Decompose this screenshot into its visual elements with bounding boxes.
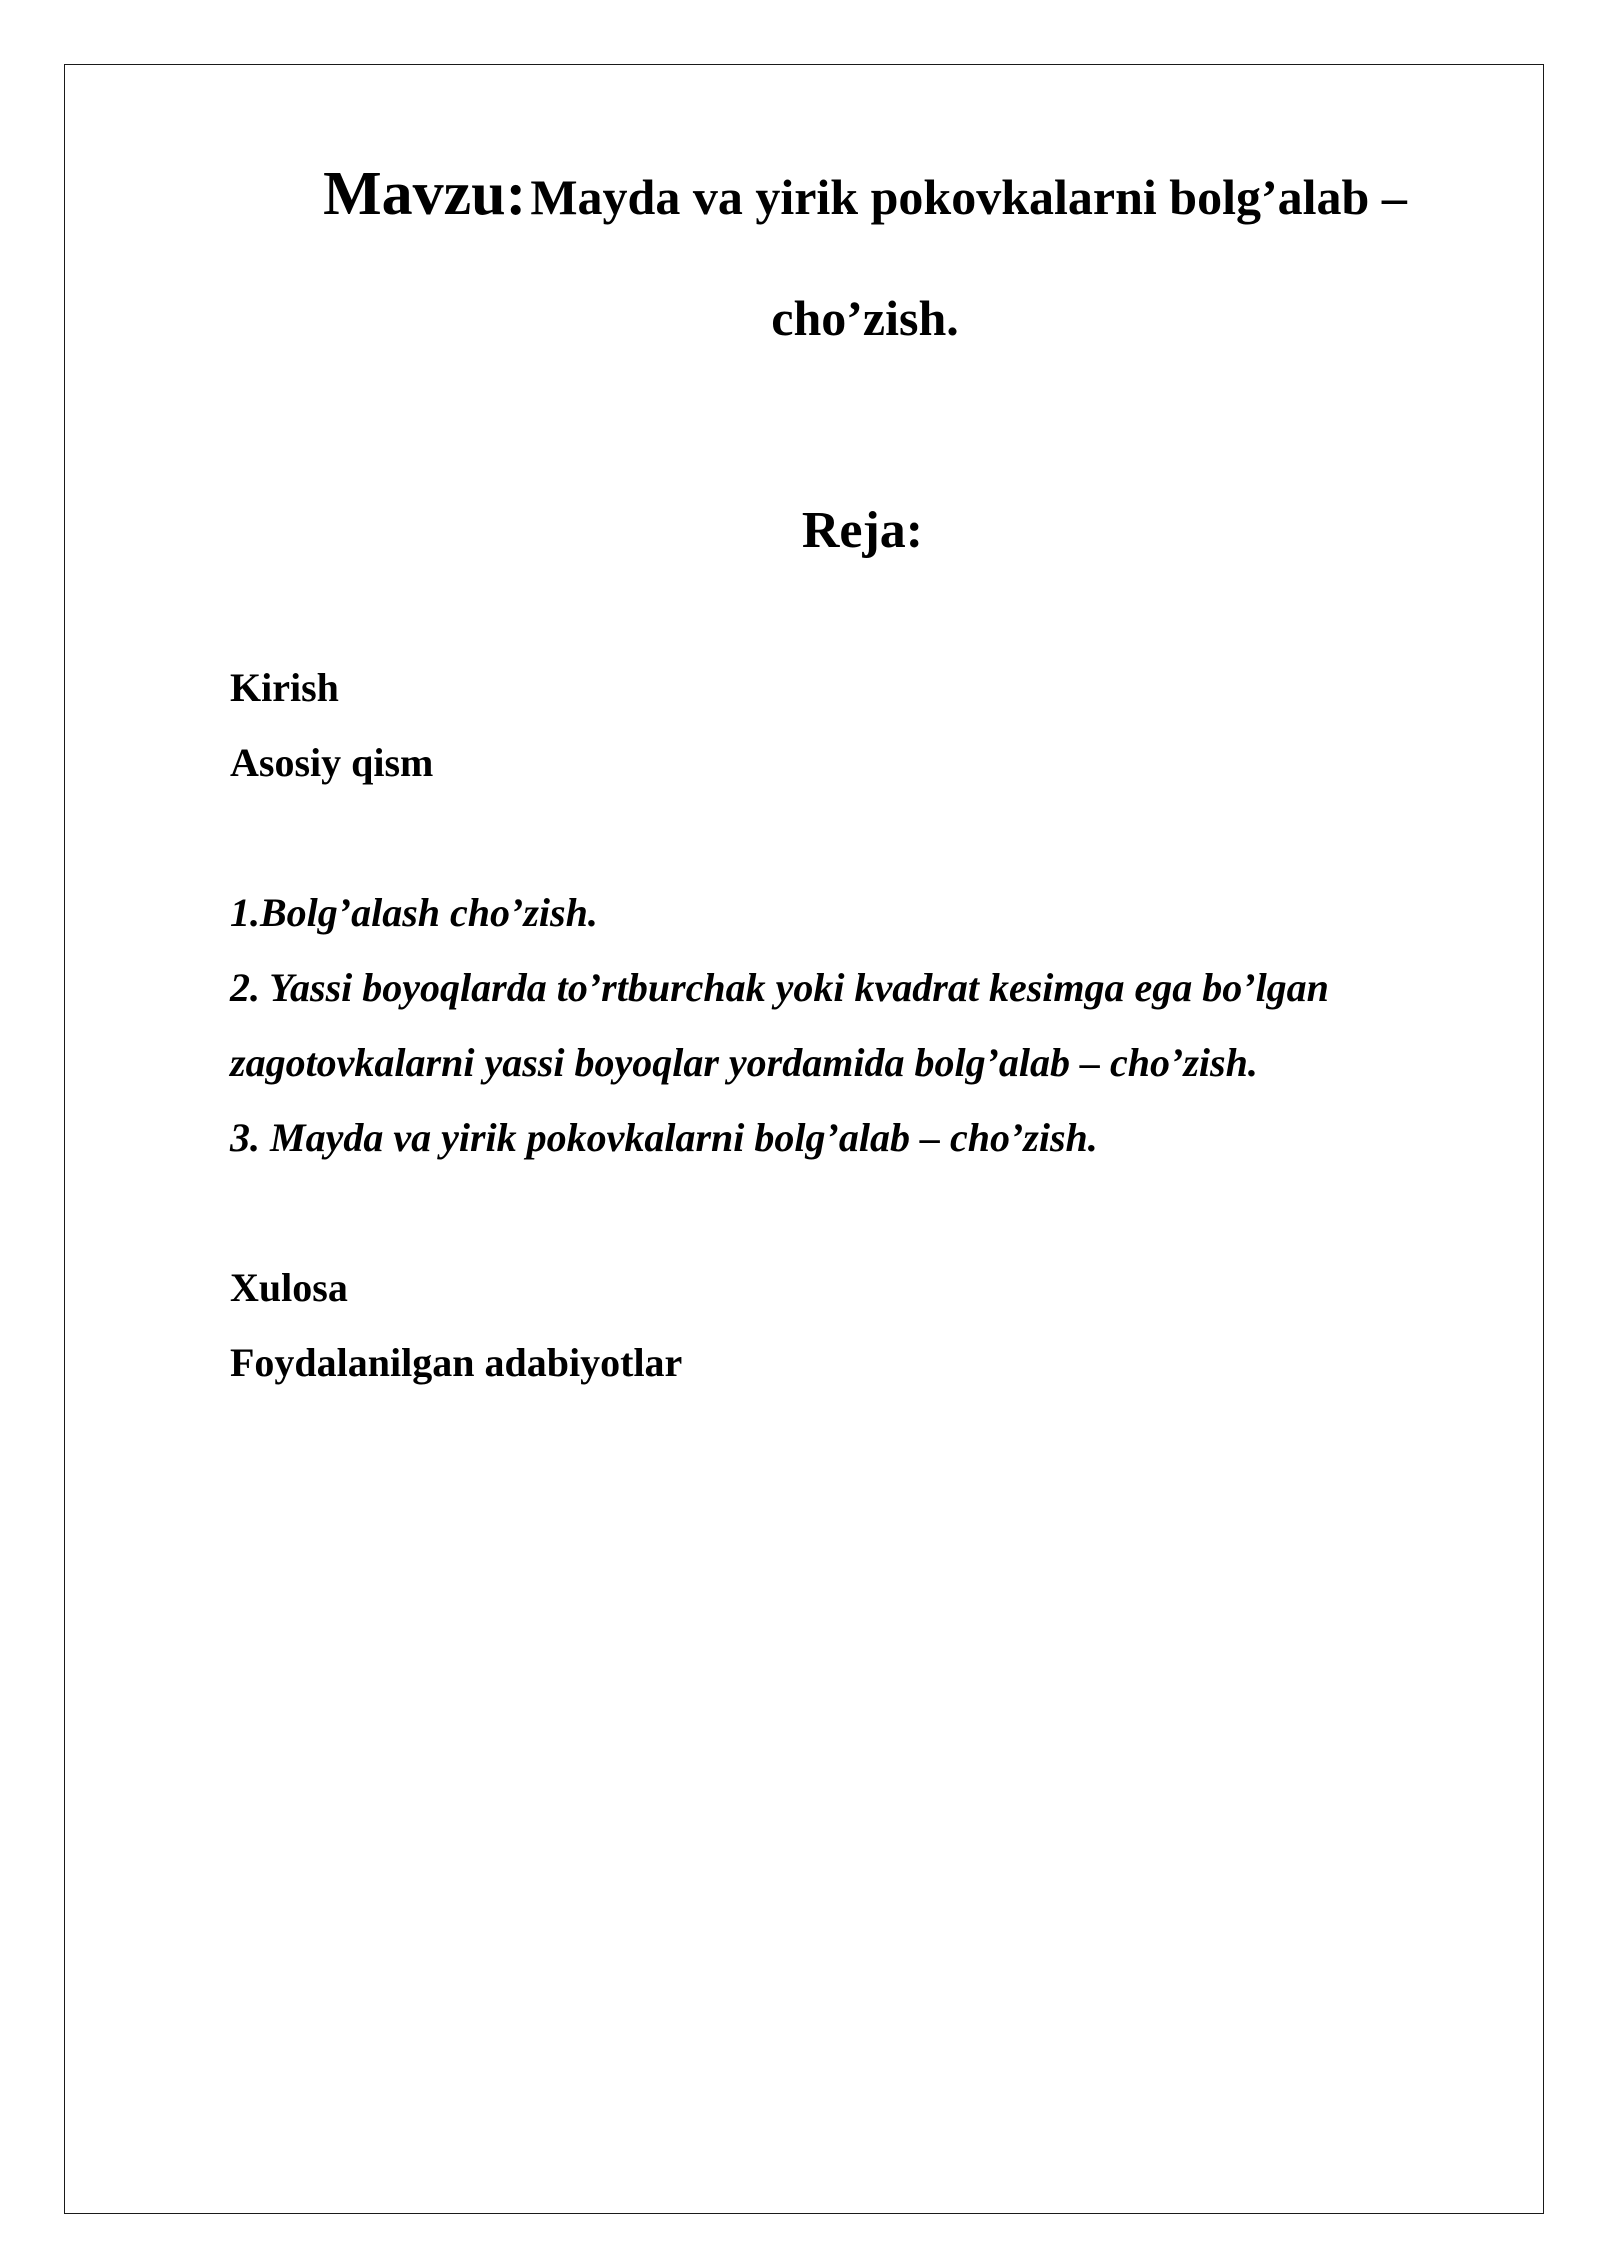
outline-item-3: 3. Mayda va yirik pokovkalarni bolg’alab – cho’zish.	[230, 1115, 1098, 1160]
title-prefix: Mavzu:	[323, 160, 527, 228]
title-line-1	[200, 150, 1530, 254]
outline-item-2-continued: zagotovkalarni yassi boyoqlar yordamida bolg’alab – cho’zish.	[230, 1040, 1258, 1085]
spacer	[230, 1175, 1470, 1250]
spacer	[230, 800, 1470, 875]
outline-references: Foydalanilgan adabiyotlar	[230, 1340, 683, 1385]
plan-outline	[230, 650, 1470, 1400]
title-line-2: cho’zish.	[771, 290, 959, 346]
title-text: Mayda va yirik pokovkalarni bolg’alab –	[530, 169, 1407, 225]
document-title	[200, 150, 1530, 362]
plan-heading: Reja:	[801, 502, 924, 559]
outline-item-1: 1.Bolg’alash cho’zish.	[230, 890, 598, 935]
outline-intro: Kirish	[230, 665, 339, 710]
outline-item-2: 2. Yassi boyoqlarda to’rtburchak yoki kvadrat kesimga ega bo’lgan	[230, 965, 1329, 1010]
outline-conclusion: Xulosa	[230, 1265, 348, 1310]
outline-main-part: Asosiy qism	[230, 740, 434, 785]
